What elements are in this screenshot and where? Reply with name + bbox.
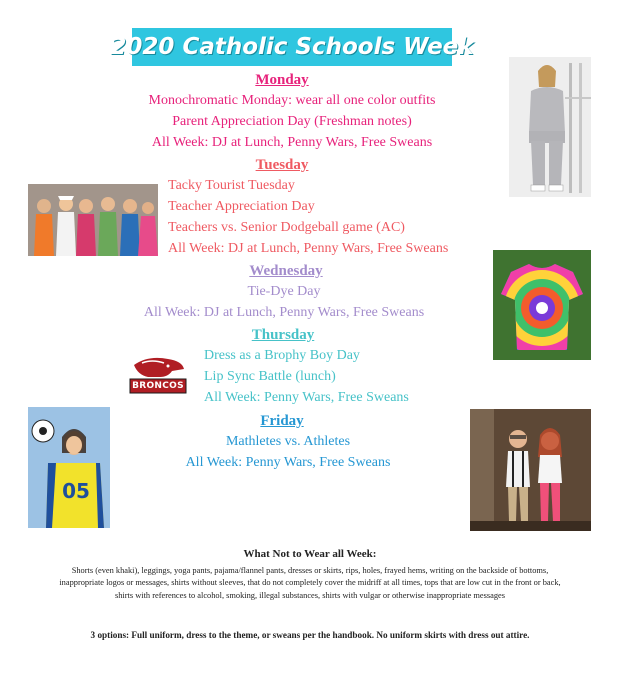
schedule-item: All Week: DJ at Lunch, Penny Wars, Free Sweans	[151, 135, 433, 150]
day-heading-wednesday: Wednesday	[249, 263, 323, 279]
schedule-item: Lip Sync Battle (lunch)	[204, 369, 336, 384]
logo-text: BRONCOS	[132, 381, 184, 391]
schedule-item: Monochromatic Monday: wear all one color outfits	[148, 93, 436, 108]
schedule-item: All Week: Penny Wars, Free Sweans	[204, 390, 409, 405]
day-heading-monday: Monday	[255, 72, 309, 88]
jersey-number: 05	[62, 479, 90, 503]
dress-options-note: 3 options: Full uniform, dress to the theme, or sweans per the handbook. No uniform skirts with dress out attire.	[90, 630, 530, 640]
dress-code-body: Shorts (even khaki), leggings, yoga pants, pajama/flannel pants, dresses or skirts, rips, holes, frayed hems, writing on the backside of bottoms, inappropriate logos or messages, shirts without sleeves, that do not completely cover the midriff at all times, tops that are low cut in the front or back, shirts with references to alcohol, smoking, illegal substances, shirts with vulgar or otherwise inappropriate messages	[59, 566, 561, 600]
monochrome-outfit-photo	[509, 57, 591, 197]
schedule-item: Parent Appreciation Day (Freshman notes)	[172, 114, 412, 129]
broncos-logo	[128, 355, 188, 397]
schedule-item: Teacher Appreciation Day	[168, 199, 315, 214]
schedule-item: Tacky Tourist Tuesday	[168, 178, 295, 193]
title-banner	[110, 28, 474, 66]
page-title: 2020 Catholic Schools Week	[110, 34, 474, 60]
mathletes-couple-photo	[470, 409, 591, 531]
schedule-item: Teachers vs. Senior Dodgeball game (AC)	[168, 220, 405, 235]
athlete-jersey-photo	[28, 407, 110, 528]
schedule-item: Dress as a Brophy Boy Day	[204, 348, 360, 363]
tacky-tourist-group-photo	[28, 184, 158, 256]
schedule-item: All Week: DJ at Lunch, Penny Wars, Free Sweans	[143, 305, 425, 320]
schedule-item: All Week: DJ at Lunch, Penny Wars, Free Sweans	[168, 241, 449, 256]
day-heading-thursday: Thursday	[251, 327, 315, 343]
day-heading-tuesday: Tuesday	[255, 157, 309, 173]
day-heading-friday: Friday	[260, 413, 304, 429]
dress-code-heading: What Not to Wear all Week:	[243, 548, 377, 560]
schedule-item: All Week: Penny Wars, Free Sweans	[185, 455, 391, 470]
schedule-item: Mathletes vs. Athletes	[225, 434, 351, 449]
tie-dye-shirt-photo	[493, 250, 591, 360]
schedule-item: Tie-Dye Day	[247, 284, 321, 299]
